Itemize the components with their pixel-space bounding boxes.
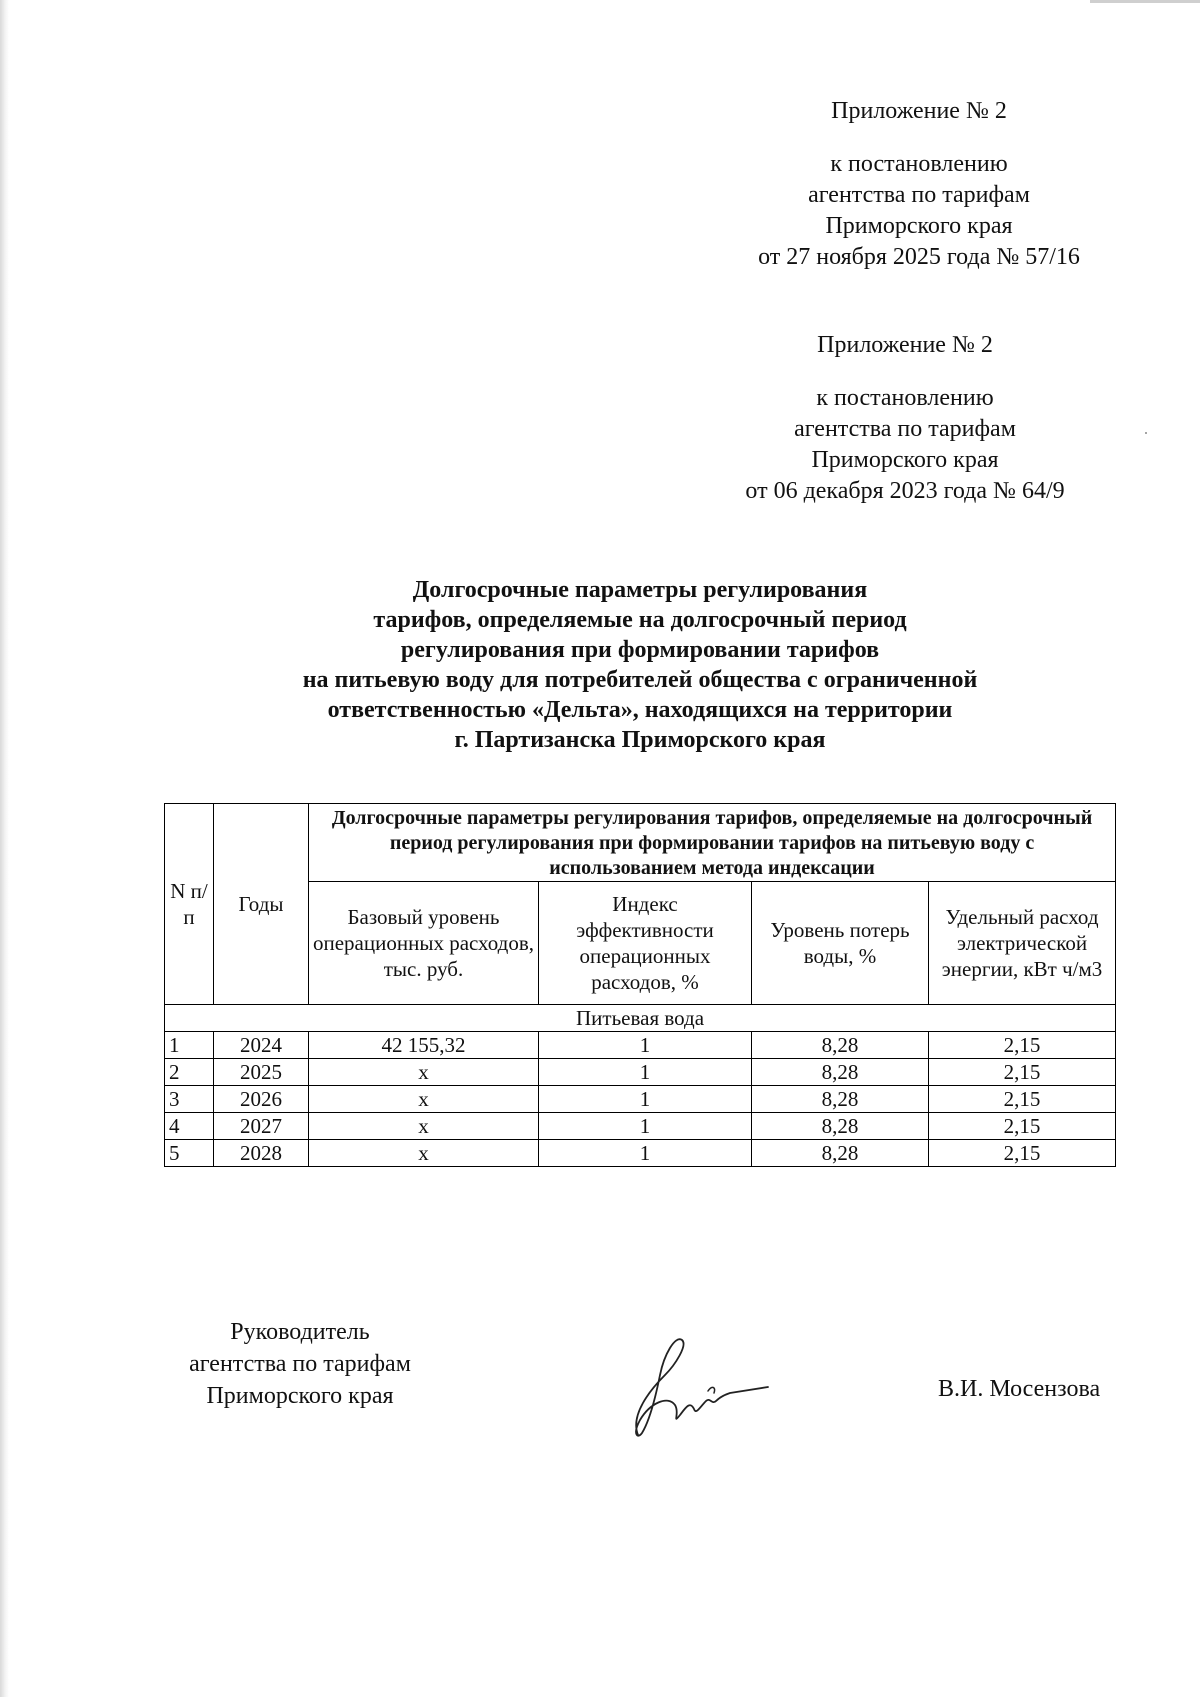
cell-energy: 2,15 xyxy=(929,1059,1116,1086)
appendix-original-line2: агентства по тарифам xyxy=(794,416,1016,442)
cell-base: х xyxy=(309,1086,539,1113)
appendix-current-line1: к постановлению xyxy=(830,151,1008,177)
cell-energy: 2,15 xyxy=(929,1113,1116,1140)
cell-losses: 8,28 xyxy=(752,1059,929,1086)
cell-energy: 2,15 xyxy=(929,1086,1116,1113)
table-row xyxy=(165,1140,1116,1167)
col-header-years: Годы xyxy=(214,804,309,1005)
document-title xyxy=(200,575,1080,755)
position-line1: Руководитель xyxy=(230,1319,370,1345)
cell-number: 2 xyxy=(165,1059,214,1086)
table-row xyxy=(165,1086,1116,1113)
table-row xyxy=(165,1113,1116,1140)
cell-year: 2024 xyxy=(214,1032,309,1059)
cell-energy: 2,15 xyxy=(929,1140,1116,1167)
table-row xyxy=(165,1059,1116,1086)
title-line: ответственностью «Дельта», находящихся на территории xyxy=(327,697,953,723)
appendix-current-line3: Приморского края xyxy=(825,213,1013,239)
appendix-current-line2: агентства по тарифам xyxy=(808,182,1030,208)
cell-base: 42 155,32 xyxy=(309,1032,539,1059)
cell-number: 5 xyxy=(165,1140,214,1167)
cell-losses: 8,28 xyxy=(752,1140,929,1167)
appendix-original-block xyxy=(690,330,1120,507)
col-header-number: N п/ п xyxy=(165,804,214,1005)
cell-base: х xyxy=(309,1140,539,1167)
cell-base: х xyxy=(309,1059,539,1086)
cell-index: 1 xyxy=(539,1113,752,1140)
appendix-original-line3: Приморского края xyxy=(811,447,999,473)
cell-index: 1 xyxy=(539,1086,752,1113)
position-line3: Приморского края xyxy=(206,1383,394,1409)
cell-losses: 8,28 xyxy=(752,1032,929,1059)
cell-year: 2027 xyxy=(214,1113,309,1140)
parameters-table xyxy=(164,803,1116,1167)
scan-speck xyxy=(1145,432,1147,434)
appendix-original-title: Приложение № 2 xyxy=(817,332,993,358)
scan-left-edge xyxy=(0,0,9,1697)
cell-losses: 8,28 xyxy=(752,1086,929,1113)
title-line: Долгосрочные параметры регулирования xyxy=(412,577,868,603)
cell-year: 2026 xyxy=(214,1086,309,1113)
title-line: тарифов, определяемые на долгосрочный период xyxy=(373,607,907,633)
position-line2: агентства по тарифам xyxy=(189,1351,411,1377)
col-header-base-level: Базовый уровень операционных расходов, тыс. руб. xyxy=(309,882,539,1005)
col-header-energy-consumption: Удельный расход электрической энергии, кВт ч/м3 xyxy=(929,882,1116,1005)
signatory-position xyxy=(150,1316,450,1412)
cell-number: 1 xyxy=(165,1032,214,1059)
handwritten-signature xyxy=(620,1335,770,1445)
cell-year: 2025 xyxy=(214,1059,309,1086)
title-line: на питьевую воду для потребителей общества с ограниченной xyxy=(302,667,978,693)
table-row xyxy=(165,1032,1116,1059)
appendix-current-block xyxy=(712,96,1126,273)
cell-base: х xyxy=(309,1113,539,1140)
cell-energy: 2,15 xyxy=(929,1032,1116,1059)
cell-index: 1 xyxy=(539,1032,752,1059)
cell-index: 1 xyxy=(539,1059,752,1086)
cell-year: 2028 xyxy=(214,1140,309,1167)
cell-number: 3 xyxy=(165,1086,214,1113)
appendix-original-date: от 06 декабря 2023 года № 64/9 xyxy=(745,478,1065,504)
cell-index: 1 xyxy=(539,1140,752,1167)
signatory-name: В.И. Мосензова xyxy=(938,1376,1101,1402)
section-row: Питьевая вода xyxy=(165,1005,1116,1032)
cell-number: 4 xyxy=(165,1113,214,1140)
appendix-current-title: Приложение № 2 xyxy=(831,98,1007,124)
col-header-efficiency-index: Индекс эффективности операционных расходов, % xyxy=(539,882,752,1005)
cell-losses: 8,28 xyxy=(752,1113,929,1140)
scan-top-edge xyxy=(1090,0,1200,3)
group-header: Долгосрочные параметры регулирования тарифов, определяемые на долгосрочный период регулирования при формировании тарифов на питьевую воду с использованием метода индексации xyxy=(309,804,1116,882)
title-line: г. Партизанска Приморского края xyxy=(454,727,826,753)
col-header-water-losses: Уровень потерь воды, % xyxy=(752,882,929,1005)
appendix-current-date: от 27 ноября 2025 года № 57/16 xyxy=(758,244,1080,270)
appendix-original-line1: к постановлению xyxy=(816,385,994,411)
title-line: регулирования при формировании тарифов xyxy=(400,637,880,663)
